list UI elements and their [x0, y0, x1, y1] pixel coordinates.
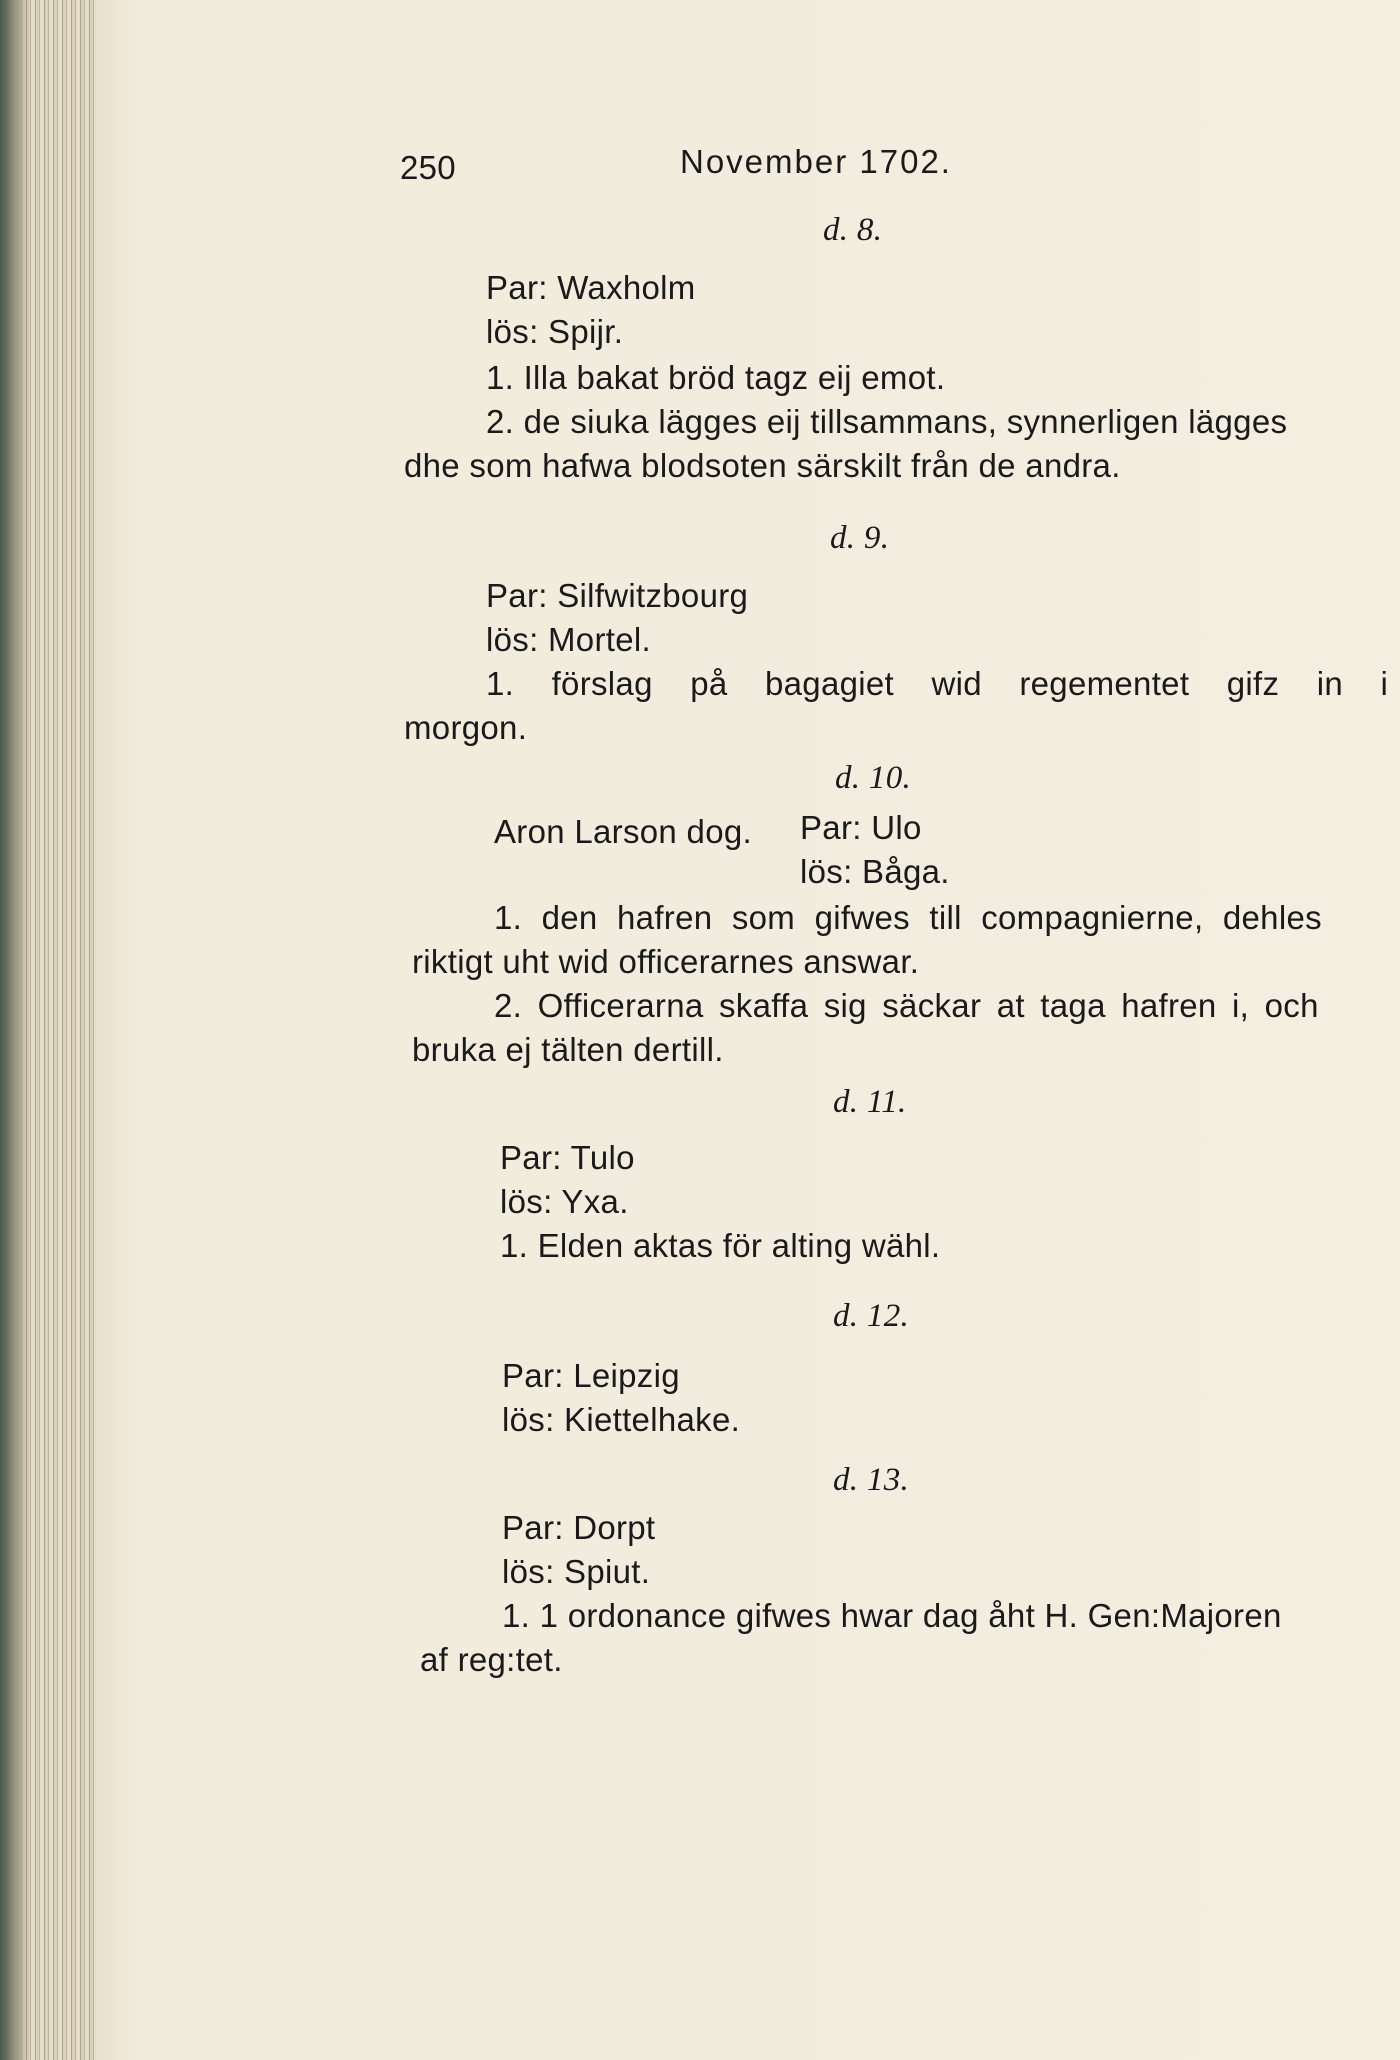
book-page-edges	[0, 0, 95, 2060]
parole-line: Par: Waxholm	[486, 269, 696, 306]
order-item-continuation: morgon.	[404, 709, 528, 746]
date-heading: d. 13.	[833, 1462, 910, 1498]
order-item: 2. de siuka lägges eij tillsammans, synnerligen lägges	[486, 403, 1288, 440]
order-item: 1. förslag på bagagiet wid regementet gifz in i	[486, 665, 1389, 702]
parole-line: Par: Leipzig	[502, 1357, 680, 1394]
order-item: 1. den hafren som gifwes till compagnierne, dehles	[494, 899, 1322, 936]
order-item: 1. Elden aktas för alting wähl.	[500, 1227, 941, 1264]
order-item-continuation: af reg:tet.	[420, 1641, 563, 1678]
losen-line: lös: Yxa.	[500, 1183, 629, 1220]
date-heading: d. 11.	[833, 1084, 907, 1120]
order-item-continuation: bruka ej tälten dertill.	[412, 1031, 724, 1068]
losen-line: lös: Båga.	[800, 853, 950, 890]
book-page	[95, 0, 1400, 2060]
losen-line: lös: Spijr.	[486, 313, 624, 350]
running-title: November 1702.	[680, 143, 952, 180]
losen-line: lös: Mortel.	[486, 621, 651, 658]
parole-line: Par: Tulo	[500, 1139, 635, 1176]
losen-line: lös: Kiettelhake.	[502, 1401, 741, 1438]
order-item-continuation: dhe som hafwa blodsoten särskilt från de andra.	[404, 447, 1121, 484]
order-item-continuation: riktigt uht wid officerarnes answar.	[412, 943, 920, 980]
parole-line: Par: Ulo	[800, 809, 922, 846]
order-item: 1. 1 ordonance gifwes hwar dag åht H. Gen:Majoren	[502, 1597, 1282, 1634]
page-number: 250	[400, 149, 456, 186]
order-item: 1. Illa bakat bröd tagz eij emot.	[486, 359, 946, 396]
date-heading: d. 9.	[830, 520, 890, 556]
losen-line: lös: Spiut.	[502, 1553, 651, 1590]
date-heading: d. 10.	[835, 760, 912, 796]
order-item: 2. Officerarna skaffa sig säckar at taga hafren i, och	[494, 987, 1319, 1024]
date-heading: d. 8.	[823, 212, 883, 248]
parole-line: Par: Silfwitzbourg	[486, 577, 749, 614]
parole-line: Par: Dorpt	[502, 1509, 656, 1546]
date-heading: d. 12.	[833, 1298, 910, 1334]
death-note: Aron Larson dog.	[494, 813, 752, 850]
